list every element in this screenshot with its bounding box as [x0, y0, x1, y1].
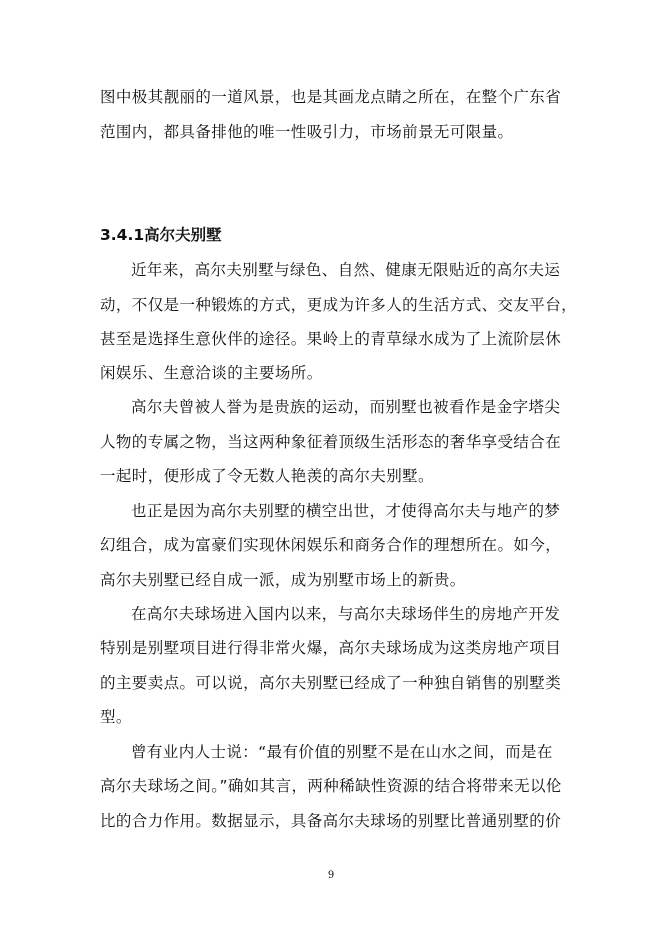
paragraph-4-line-4: 型。	[100, 708, 132, 726]
paragraph-5-line-3: 比的合力作用。数据显示，具备高尔夫球场的别墅比普通别墅的价	[100, 812, 562, 830]
paragraph-2-line-3: 一起时，便形成了令无数人艳羡的高尔夫别墅。	[100, 467, 434, 485]
paragraph-1-line-1: 近年来，高尔夫别墅与绿色、自然、健康无限贴近的高尔夫运	[131, 261, 561, 279]
paragraph-5-line-2: 高尔夫球场之间。”确如其言，两种稀缺性资源的结合将带来无以伦	[100, 777, 562, 795]
paragraph-3-line-2: 幻组合，成为富豪们实现休闲娱乐和商务合作的理想所在。如今，	[100, 536, 562, 554]
paragraph-2-line-2: 人物的专属之物，当这两种象征着顶级生活形态的奢华享受结合在	[100, 433, 562, 451]
paragraph-4-line-3: 的主要卖点。可以说，高尔夫别墅已经成了一种独自销售的别墅类	[100, 674, 562, 692]
paragraph-1-line-4: 闲娱乐、生意洽谈的主要场所。	[100, 364, 323, 382]
paragraph-1-line-3: 甚至是选择生意伙伴的途径。果岭上的青草绿水成为了上流阶层休	[100, 330, 562, 348]
section-heading: 3.4.1高尔夫别墅	[100, 226, 222, 244]
paragraph-3-line-1: 也正是因为高尔夫别墅的横空出世，才使得高尔夫与地产的梦	[131, 502, 561, 520]
paragraph-3-line-3: 高尔夫别墅已经自成一派，成为别墅市场上的新贵。	[100, 571, 466, 589]
intro-line-1: 图中极其靓丽的一道风景，也是其画龙点睛之所在，在整个广东省	[100, 88, 562, 106]
paragraph-1-line-2: 动，不仅是一种锻炼的方式，更成为许多人的生活方式、交友平台，	[100, 296, 578, 314]
intro-line-2: 范围内，都具备排他的唯一性吸引力，市场前景无可限量。	[100, 123, 514, 141]
paragraph-4-line-1: 在高尔夫球场进入国内以来，与高尔夫球场伴生的房地产开发	[131, 605, 561, 623]
paragraph-5-line-1: 曾有业内人士说：“最有价值的别墅不是在山水之间，而是在	[131, 743, 553, 761]
paragraph-2-line-1: 高尔夫曾被人誉为是贵族的运动，而别墅也被看作是金字塔尖	[131, 398, 561, 416]
page-number: 9	[327, 870, 335, 881]
paragraph-4-line-2: 特别是别墅项目进行得非常火爆，高尔夫球场成为这类房地产项目	[100, 639, 562, 657]
